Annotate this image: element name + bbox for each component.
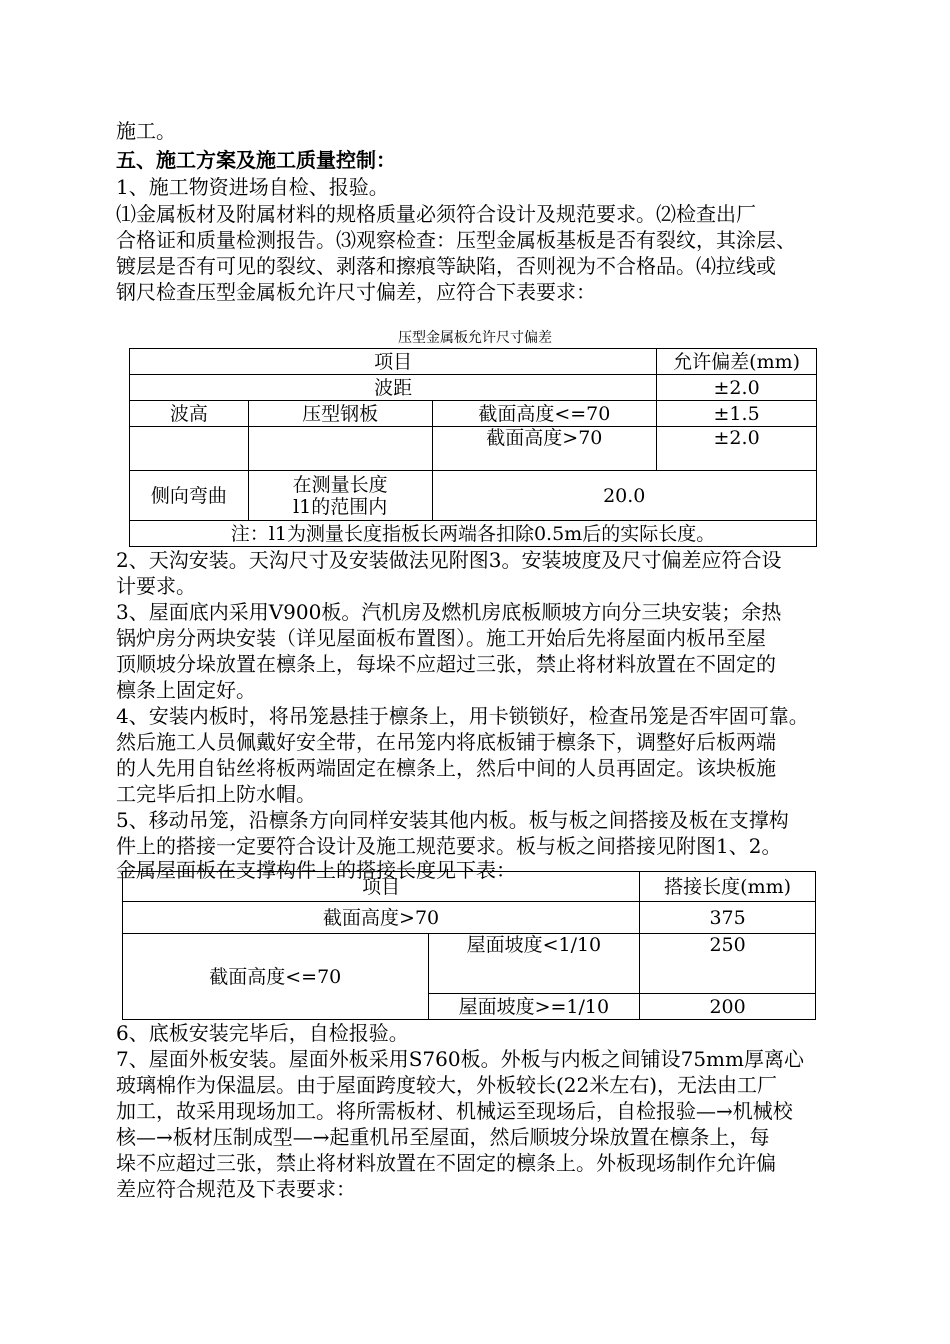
table1-header-tolerance: 允许偏差(mm) xyxy=(657,349,817,375)
table2-cell: 截面高度<=70 xyxy=(123,934,429,1020)
text-line: 锅炉房分两块安装（详见屋面板布置图）。施工开始后先将屋面内板吊至屋 xyxy=(116,626,766,650)
text-line: 合格证和质量检测报告。⑶观察检查：压型金属板基板是否有裂纹，其涂层、 xyxy=(116,228,796,252)
table1-caption: 压型金属板允许尺寸偏差 xyxy=(398,330,552,346)
table1-cell xyxy=(248,427,432,471)
table2-header-length: 搭接长度(mm) xyxy=(640,872,816,902)
text-line: 施工。 xyxy=(116,119,176,143)
text-line: 檩条上固定好。 xyxy=(116,678,256,702)
text-line: 垛不应超过三张，禁止将材料放置在不固定的檩条上。外板现场制作允许偏 xyxy=(116,1151,776,1175)
table1-cell-line: l1的范围内 xyxy=(293,495,388,518)
text-line: 7、屋面外板安装。屋面外板采用S760板。外板与内板之间铺设75mm厚离心 xyxy=(116,1047,804,1071)
table2-cell: 375 xyxy=(640,902,816,934)
table1-cell: 截面高度>70 xyxy=(432,427,657,471)
table2-cell: 250 xyxy=(640,934,816,994)
table1-cell: ±2.0 xyxy=(657,427,817,471)
text-line: 4、安装内板时，将吊笼悬挂于檩条上，用卡锁锁好，检查吊笼是否牢固可靠。 xyxy=(116,704,809,728)
table1-cell-line: 在测量长度 xyxy=(292,473,388,496)
table1-cell: 波高 xyxy=(130,401,249,427)
text-line: 然后施工人员佩戴好安全带，在吊笼内将底板铺于檩条下，调整好后板两端 xyxy=(116,730,776,754)
table2-cell: 屋面坡度<1/10 xyxy=(428,934,640,994)
text-line: 核—→板材压制成型—→起重机吊至屋面，然后顺坡分垛放置在檩条上，每 xyxy=(116,1125,770,1149)
overlap-length-table xyxy=(122,871,816,1020)
text-line: 的人先用自钻丝将板两端固定在檩条上，然后中间的人员再固定。该块板施 xyxy=(116,756,776,780)
table2-header-item: 项目 xyxy=(123,872,640,902)
text-line: 6、底板安装完毕后，自检报验。 xyxy=(116,1021,409,1045)
text-line: 计要求。 xyxy=(116,574,196,598)
table1-cell: ±2.0 xyxy=(657,375,817,401)
table1-cell: ±1.5 xyxy=(657,401,817,427)
table2-cell: 截面高度>70 xyxy=(123,902,640,934)
table1-cell: 波距 xyxy=(130,375,657,401)
tolerance-table xyxy=(129,348,817,547)
text-line: 钢尺检查压型金属板允许尺寸偏差，应符合下表要求： xyxy=(116,280,596,304)
table1-cell: 侧向弯曲 xyxy=(130,471,249,521)
table1-note: 注：l1为测量长度指板长两端各扣除0.5m后的实际长度。 xyxy=(130,521,817,547)
table1-cell xyxy=(130,427,249,471)
text-line: 5、移动吊笼，沿檩条方向同样安装其他内板。板与板之间搭接及板在支撑构 xyxy=(116,808,789,832)
text-line: 3、屋面底内采用V900板。汽机房及燃机房底板顺坡方向分三块安装；余热 xyxy=(116,600,782,624)
table1-header-item: 项目 xyxy=(130,349,657,375)
text-line: 工完毕后扣上防水帽。 xyxy=(116,782,316,806)
table2-cell: 屋面坡度>=1/10 xyxy=(428,994,640,1020)
section-heading: 五、施工方案及施工质量控制： xyxy=(116,148,396,172)
table1-cell: 压型钢板 xyxy=(248,401,432,427)
text-line: 差应符合规范及下表要求： xyxy=(116,1177,356,1201)
text-line: 加工，故采用现场加工。将所需板材、机械运至现场后，自检报验—→机械校 xyxy=(116,1099,793,1123)
table2-cell: 200 xyxy=(640,994,816,1020)
text-line: 顶顺坡分垛放置在檩条上，每垛不应超过三张，禁止将材料放置在不固定的 xyxy=(116,652,776,676)
table1-cell: 20.0 xyxy=(432,471,817,521)
text-line: 镀层是否有可见的裂纹、剥落和擦痕等缺陷，否则视为不合格品。⑷拉线或 xyxy=(116,254,776,278)
table1-cell: 截面高度<=70 xyxy=(432,401,657,427)
text-line: 2、天沟安装。天沟尺寸及安装做法见附图3。安装坡度及尺寸偏差应符合设 xyxy=(116,548,782,572)
table1-cell xyxy=(248,471,432,521)
text-line: 1、施工物资进场自检、报验。 xyxy=(116,175,389,199)
text-line: ⑴金属板材及附属材料的规格质量必须符合设计及规范要求。⑵检查出厂 xyxy=(116,202,756,226)
text-line: 玻璃棉作为保温层。由于屋面跨度较大，外板较长(22米左右)，无法由工厂 xyxy=(116,1073,778,1097)
text-line: 金属屋面板在支撑构件上的搭接长度见下表： xyxy=(116,858,516,882)
text-line: 件上的搭接一定要符合设计及施工规范要求。板与板之间搭接见附图1、2。 xyxy=(116,834,782,858)
